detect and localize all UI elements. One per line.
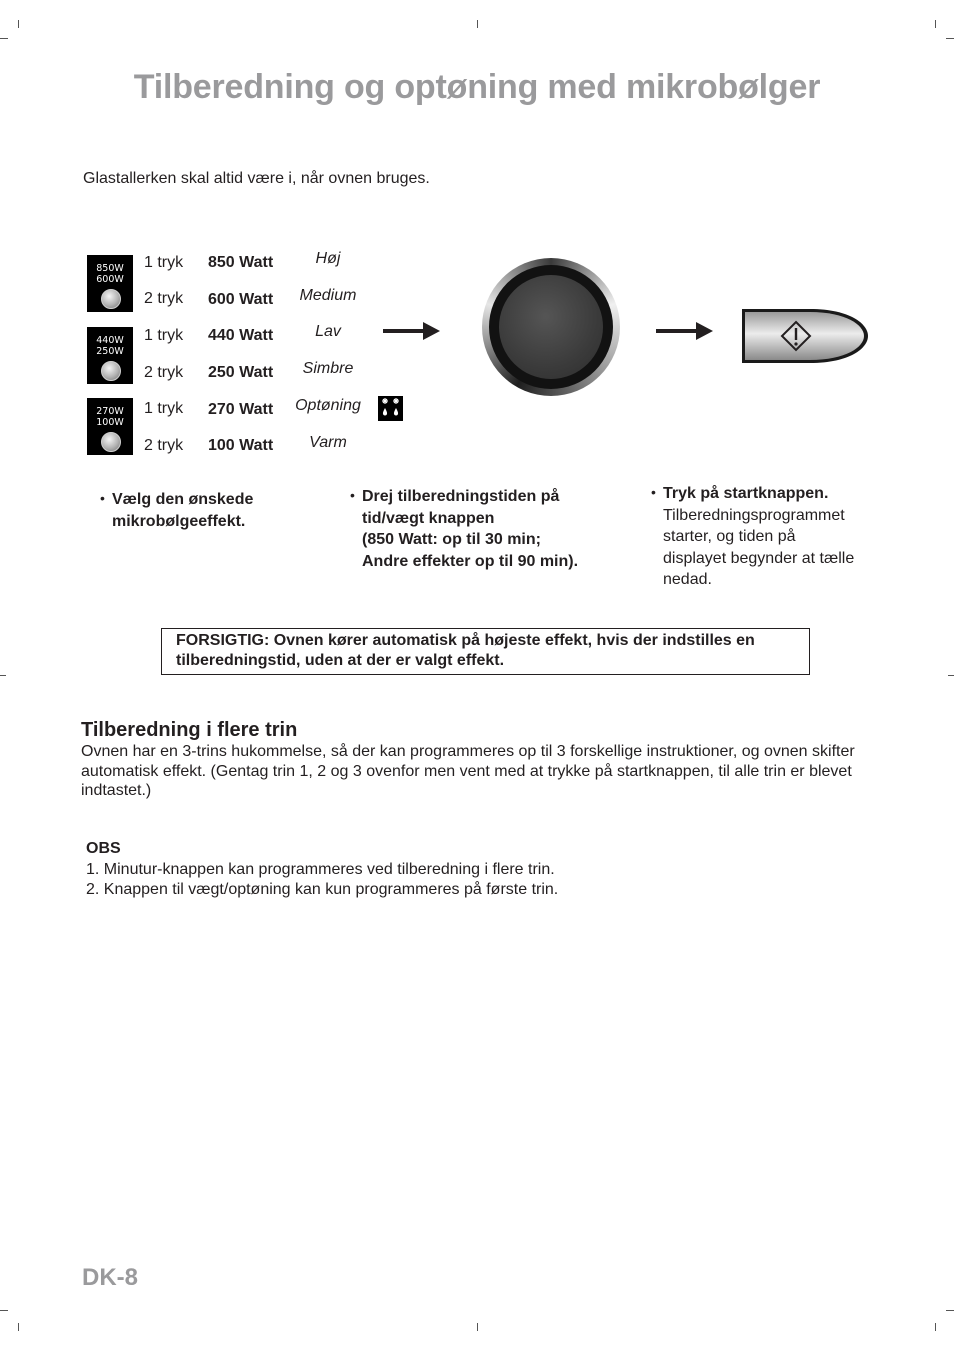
arrow-right-icon: [656, 321, 714, 341]
bullet: •: [651, 484, 656, 500]
mode-label: Lav: [315, 323, 341, 340]
dial-ring: [489, 265, 613, 389]
obs-heading: OBS: [86, 840, 121, 857]
mode-label: Varm: [309, 434, 347, 451]
crop-mark: [0, 675, 6, 676]
defrost-icon: [378, 396, 403, 421]
power-button-850-600[interactable]: [87, 255, 133, 312]
crop-mark: [935, 1323, 936, 1331]
knob-icon: [101, 289, 121, 309]
warning-text: FORSIGTIG: Ovnen kører automatisk på højeste effekt, hvis der indstilles en tilberedningstid, uden at der er valgt effekt.: [176, 632, 755, 669]
knob-icon: [101, 361, 121, 381]
step-3-text: Tryk på startknappen. Tilberedningsprogrammet starter, og tiden på displayet begynder at tælle nedad.: [663, 485, 855, 588]
bullet: •: [100, 490, 105, 506]
crop-mark: [935, 20, 936, 28]
crop-mark: [18, 20, 19, 28]
intro-text: Glastallerken skal altid være i, når ovnen bruges.: [83, 170, 430, 187]
dial-knob: [499, 275, 603, 379]
start-button[interactable]: [740, 306, 870, 366]
list-item: 2. Knappen til vægt/optøning kan kun programmeres på første trin.: [86, 880, 559, 898]
obs-list: [86, 860, 558, 899]
crop-mark: [948, 675, 954, 676]
crop-mark: [946, 1310, 954, 1311]
power-button-label: 270W 100W: [96, 406, 124, 428]
mode-label: Simbre: [302, 360, 354, 377]
press-count: 2 tryk: [144, 364, 184, 381]
knob-icon: [101, 432, 121, 452]
press-count: 2 tryk: [144, 290, 184, 307]
page-number: DK-8: [82, 1264, 139, 1291]
mode-label: Medium: [299, 287, 357, 304]
watt-value: 100 Watt: [208, 437, 274, 454]
section-heading: Tilberedning i flere trin: [81, 719, 298, 741]
arrow-right-icon: [383, 321, 441, 341]
page-title: Tilberedning og optøning med mikrobølger: [133, 68, 821, 106]
mode-label: Optøning: [295, 397, 361, 414]
crop-mark: [477, 1323, 478, 1331]
step-2-text: Drej tilberedningstiden på tid/vægt knappen (850 Watt: op til 30 min; Andre effekter op til 90 min).: [362, 488, 579, 570]
watt-value: 270 Watt: [208, 401, 274, 418]
press-count: 1 tryk: [144, 327, 184, 344]
watt-value: 250 Watt: [208, 364, 274, 381]
bullet: •: [350, 487, 355, 503]
crop-mark: [0, 1310, 8, 1311]
press-count: 2 tryk: [144, 437, 184, 454]
step-1-text: Vælg den ønskede mikrobølgeeffekt.: [112, 491, 254, 530]
power-button-label: 850W 600W: [96, 263, 124, 285]
time-weight-dial[interactable]: [482, 258, 620, 396]
crop-mark: [0, 38, 8, 39]
power-button-label: 440W 250W: [96, 335, 124, 357]
crop-mark: [18, 1323, 19, 1331]
press-count: 1 tryk: [144, 254, 184, 271]
power-button-270-100[interactable]: [87, 398, 133, 455]
watt-value: 600 Watt: [208, 291, 274, 308]
section-body: Ovnen har en 3-trins hukommelse, så der kan programmeres op til 3 forskellige instruktioner, og ovnen skifter automatisk effekt. (Gentag trin 1, 2 og 3 ovenfor men vent med at trykke på startknappen, til alle trin er blevet indtastet.): [81, 743, 855, 799]
press-count: 1 tryk: [144, 400, 184, 417]
list-item: 1. Minutur-knappen kan programmeres ved tilberedning i flere trin.: [86, 861, 555, 878]
mode-label: Høj: [315, 250, 341, 267]
power-button-440-250[interactable]: [87, 327, 133, 384]
watt-value: 440 Watt: [208, 327, 274, 344]
crop-mark: [946, 38, 954, 39]
crop-mark: [477, 20, 478, 28]
watt-value: 850 Watt: [208, 254, 274, 271]
warning-box: [161, 628, 810, 675]
